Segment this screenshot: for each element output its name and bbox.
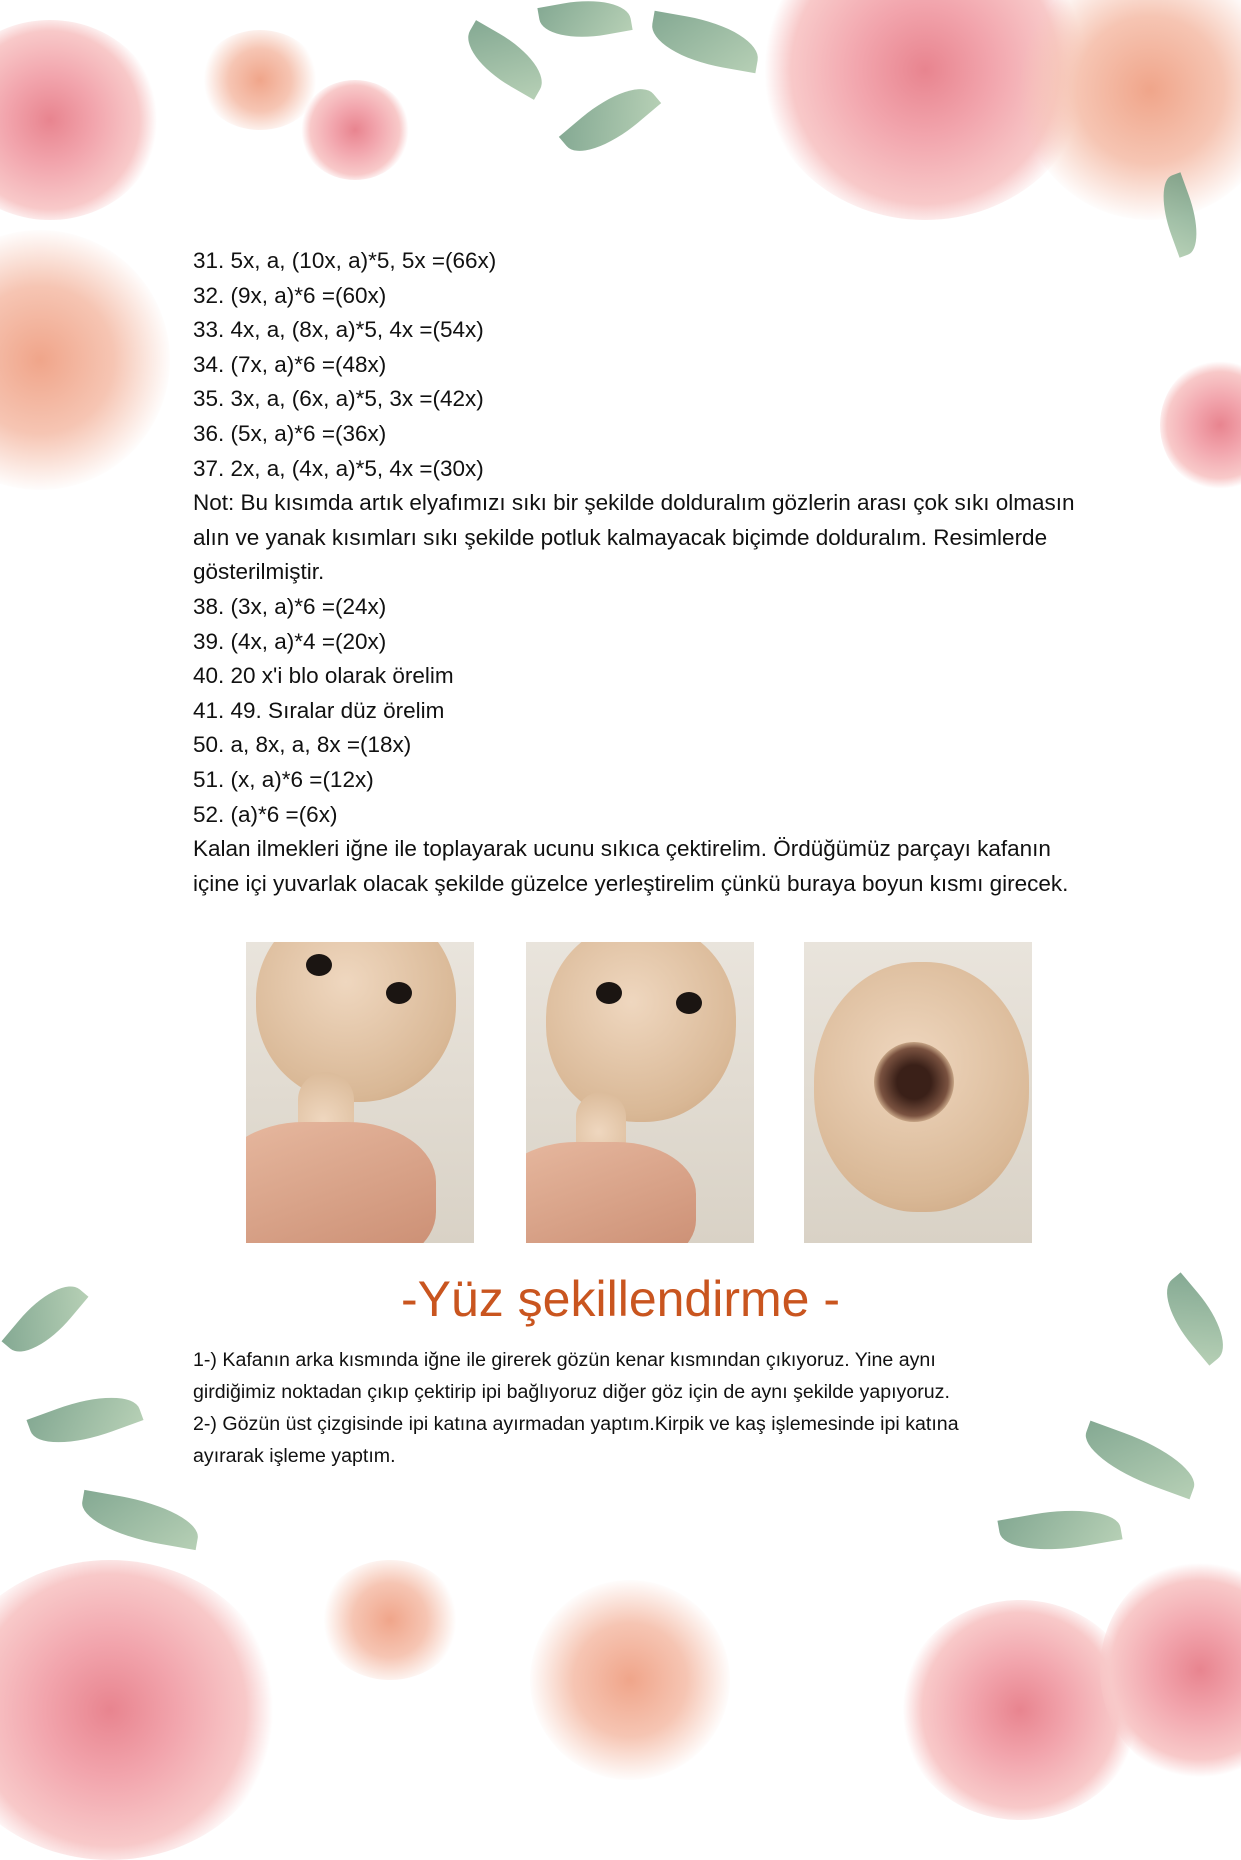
note-line: gösterilmiştir. xyxy=(193,559,325,585)
note-line: alın ve yanak kısımları sıkı şekilde potluk kalmayacak biçimde dolduralım. Resimlerde xyxy=(193,524,1048,550)
pattern-row: 51. (x, a)*6 =(12x) xyxy=(193,766,374,792)
section-line: girdiğimiz noktadan çıkıp çektirip ipi bağlıyoruz diğer göz için de aynı şekilde yapıyoruz. xyxy=(193,1381,950,1403)
pattern-text xyxy=(193,244,1193,901)
section-line: 2-) Gözün üst çizgisinde ipi katına ayırmadan yaptım.Kirpik ve kaş işlemesinde ipi katına xyxy=(193,1413,959,1435)
note-line: Not: Bu kısımda artık elyafımızı sıkı bir şekilde dolduralım gözlerin arası çok sıkı olmasın xyxy=(193,490,1075,516)
pattern-row: 36. (5x, a)*6 =(36x) xyxy=(193,420,387,446)
photo-head-front xyxy=(246,942,474,1243)
section-title: -Yüz şekillendirme - xyxy=(400,1271,840,1327)
pattern-row: 35. 3x, a, (6x, a)*5, 3x =(42x) xyxy=(193,386,484,412)
pattern-row: 50. a, 8x, a, 8x =(18x) xyxy=(193,732,412,758)
photo-head-side xyxy=(526,942,754,1243)
pattern-row: 31. 5x, a, (10x, a)*5, 5x =(66x) xyxy=(193,248,497,273)
pattern-row: 32. (9x, a)*6 =(60x) xyxy=(193,282,387,308)
section-line: ayırarak işleme yaptım. xyxy=(193,1445,396,1467)
pattern-row: 38. (3x, a)*6 =(24x) xyxy=(193,593,387,619)
pattern-row: 34. (7x, a)*6 =(48x) xyxy=(193,351,387,377)
pattern-row: 41. 49. Sıralar düz örelim xyxy=(193,697,445,723)
photo-head-bottom xyxy=(804,942,1032,1243)
closing-line: Kalan ilmekleri iğne ile toplayarak ucunu sıkıca çektirelim. Ördüğümüz parçayı kafanın xyxy=(193,836,1051,862)
pattern-row: 40. 20 x'i blo olarak örelim xyxy=(193,663,454,689)
pattern-row: 39. (4x, a)*4 =(20x) xyxy=(193,628,387,654)
pattern-row: 37. 2x, a, (4x, a)*5, 4x =(30x) xyxy=(193,455,484,481)
closing-line: içine içi yuvarlak olacak şekilde güzelce yerleştirelim çünkü buraya boyun kısmı girecek. xyxy=(193,870,1069,896)
section-text xyxy=(193,1344,1113,1472)
section-line: 1-) Kafanın arka kısmında iğne ile girerek gözün kenar kısmından çıkıyoruz. Yine aynı xyxy=(193,1349,936,1371)
pattern-row: 52. (a)*6 =(6x) xyxy=(193,801,338,827)
pattern-row: 33. 4x, a, (8x, a)*5, 4x =(54x) xyxy=(193,317,484,343)
